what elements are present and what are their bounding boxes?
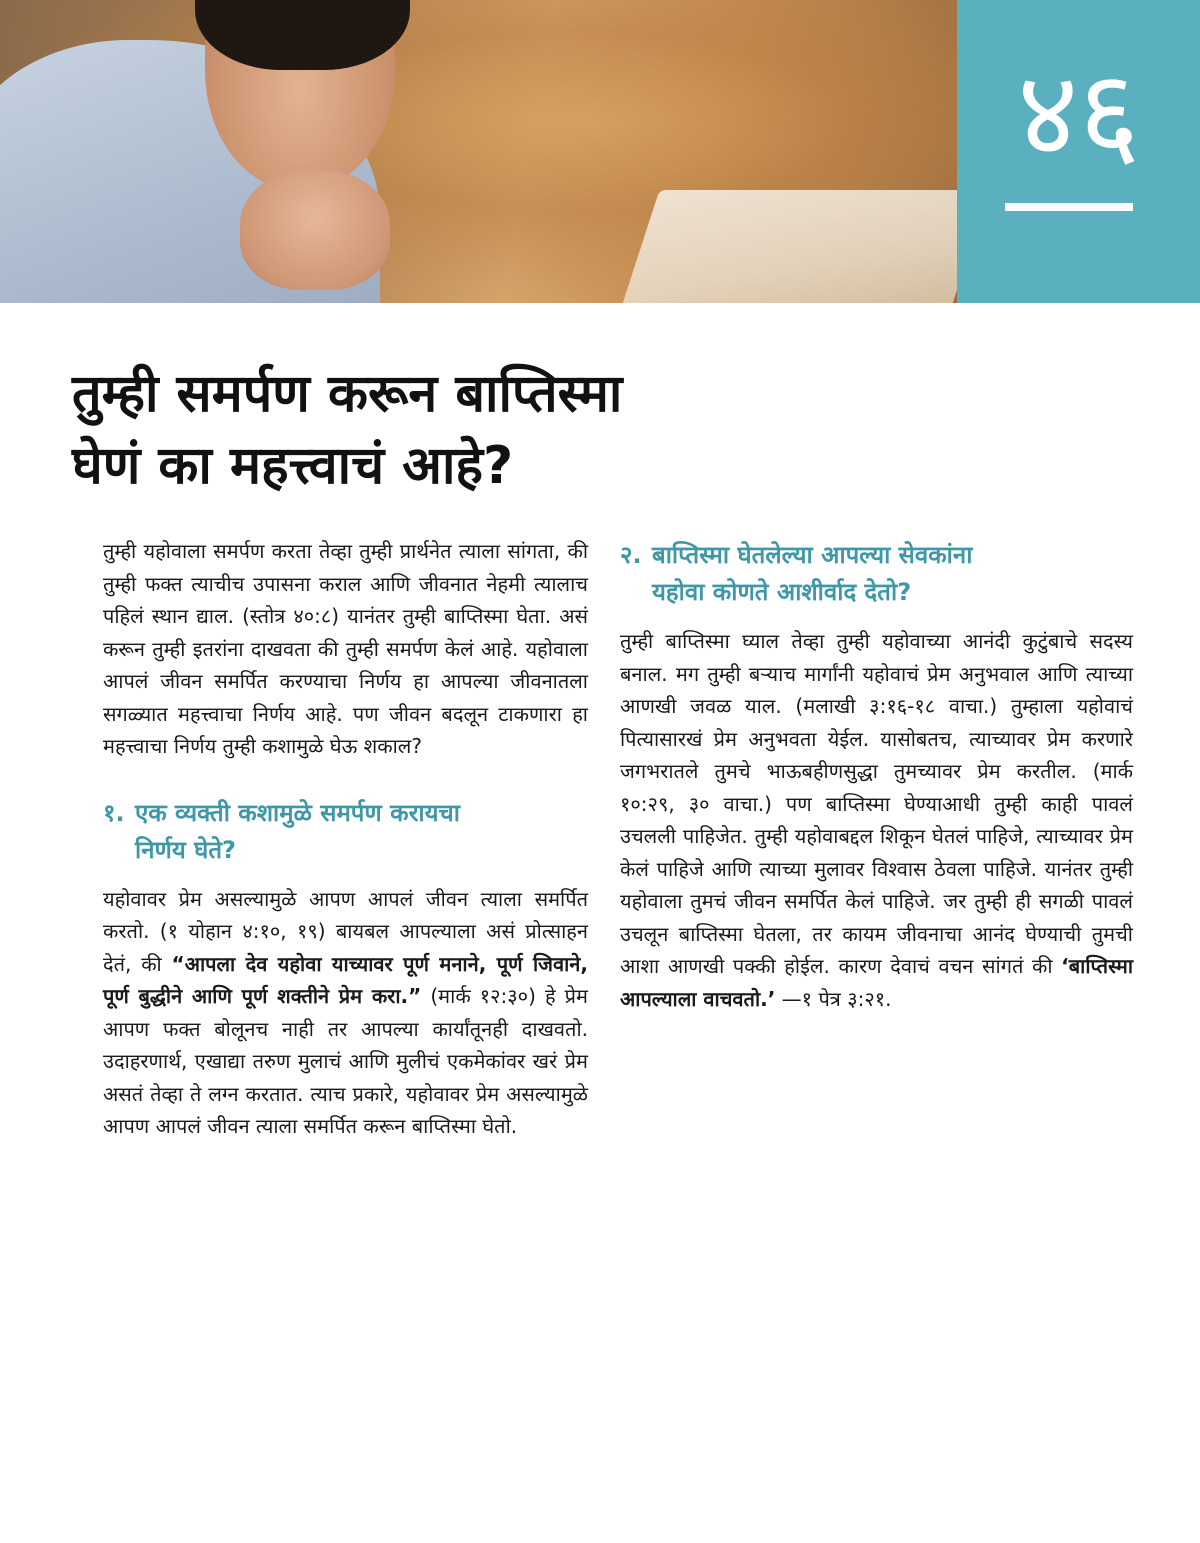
right-column — [620, 535, 1133, 1015]
section2-quote: ‘बाप्तिस्मा आपल्याला वाचवतो.’ — [620, 954, 1133, 1011]
section2-number: २. — [620, 541, 642, 569]
hero-photo — [0, 0, 957, 303]
lesson-number-rule — [1005, 203, 1133, 211]
section2-heading-line1: बाप्तिस्मा घेतलेल्या आपल्या सेवकांना — [652, 541, 973, 569]
section1-text-a: यहोवावर प्रेम असल्यामुळे आपण आपलं जीवन त्याला समर्पित करतो. (१ योहान ४:१०, १९) बायबल आपल्याला असं प्रोत्साहन देतं, की — [103, 886, 588, 976]
left-column — [103, 535, 588, 1143]
section1-heading — [103, 795, 588, 869]
section2-heading — [620, 537, 1133, 611]
section1-heading-line2: निर्णय घेते? — [135, 835, 236, 864]
section2-paragraph — [620, 625, 1133, 1015]
section1-number: १. — [103, 798, 125, 827]
hero-open-book — [621, 190, 957, 303]
page-title — [72, 358, 792, 502]
hero-praying-hands — [240, 170, 390, 290]
lesson-number: ४६ — [1017, 44, 1140, 182]
section2-text-b: —१ पेत्र ३:२१. — [775, 986, 892, 1011]
lesson-number-block — [957, 0, 1200, 303]
page-title-line1: तुम्ही समर्पण करून बाप्तिस्मा — [72, 364, 623, 424]
section1-text-b: (मार्क १२:३०) हे प्रेम आपण फक्त बोलूनच नाही तर आपल्या कार्यांतूनही दाखवतो. उदाहरणार्थ, एखाद्या तरुण मुलाचं आणि मुलीचं एकमेकांवर खरं प्रेम असतं तेव्हा ते लग्न करतात. त्याच प्रकारे, यहोवावर प्रेम असल्यामुळे आपण आपलं जीवन त्याला समर्पित करून बाप्तिस्मा घेतो. — [103, 984, 588, 1138]
section1-paragraph — [103, 883, 588, 1143]
section2-heading-line2: यहोवा कोणते आशीर्वाद देतो? — [652, 578, 912, 606]
section2-text-a: तुम्ही बाप्तिस्मा घ्याल तेव्हा तुम्ही यहोवाच्या आनंदी कुटुंबाचे सदस्य बनाल. मग तुम्ही बऱ्याच मार्गांनी यहोवाचं प्रेम अनुभवाल आणि त्याच्या आणखी जवळ याल. (मलाखी ३:१६-१८ वाचा.) तुम्हाला यहोवाचं पित्यासारखं प्रेम अनुभवता येईल. यासोबतच, त्याच्यावर प्रेम करणारे जगभरातले तुमचे भाऊबहीणसुद्धा तुमच्यावर प्रेम करतील. (मार्क १०:२९, ३० वाचा.) पण बाप्तिस्मा घेण्याआधी तुम्ही काही पावलं उचलली पाहिजेत. तुम्ही यहोवाबद्दल शिकून घेतलं पाहिजे, त्याच्यावर प्रेम केलं पाहिजे आणि त्याच्या मुलावर विश्वास ठेवला पाहिजे. यानंतर तुम्ही यहोवाला तुमचं जीवन समर्पित केलं पाहिजे. जर तुम्ही ही सगळी पावलं उचलून बाप्तिस्मा घेतला, तर कायम जीवनाचा आनंद घेण्याची तुमची आशा आणखी पक्की होईल. कारण देवाचं वचन सांगतं की — [620, 629, 1133, 978]
section1-quote: “आपला देव यहोवा याच्यावर पूर्ण मनाने, पूर्ण जिवाने, पूर्ण बुद्धीने आणि पूर्ण शक्तीने प्रेम करा.” — [103, 951, 588, 1008]
page-title-line2: घेणं का महत्त्वाचं आहे? — [72, 436, 514, 496]
intro-paragraph: तुम्ही यहोवाला समर्पण करता तेव्हा तुम्ही प्रार्थनेत त्याला सांगता, की तुम्ही फक्त त्याचीच उपासना कराल आणि जीवनात नेहमी त्यालाच पहिलं स्थान द्याल. (स्तोत्र ४०:८) यानंतर तुम्ही बाप्तिस्मा घेता. असं करून तुम्ही इतरांना दाखवता की तुम्ही समर्पण केलं आहे. यहोवाला आपलं जीवन समर्पित करण्याचा निर्णय हा आपल्या जीवनातला सगळ्यात महत्त्वाचा निर्णय आहे. पण जीवन बदलून टाकणारा हा महत्त्वाचा निर्णय तुम्ही कशामुळे घेऊ शकाल? — [103, 539, 588, 758]
section1-heading-line1: एक व्यक्ती कशामुळे समर्पण करायचा — [135, 798, 460, 827]
